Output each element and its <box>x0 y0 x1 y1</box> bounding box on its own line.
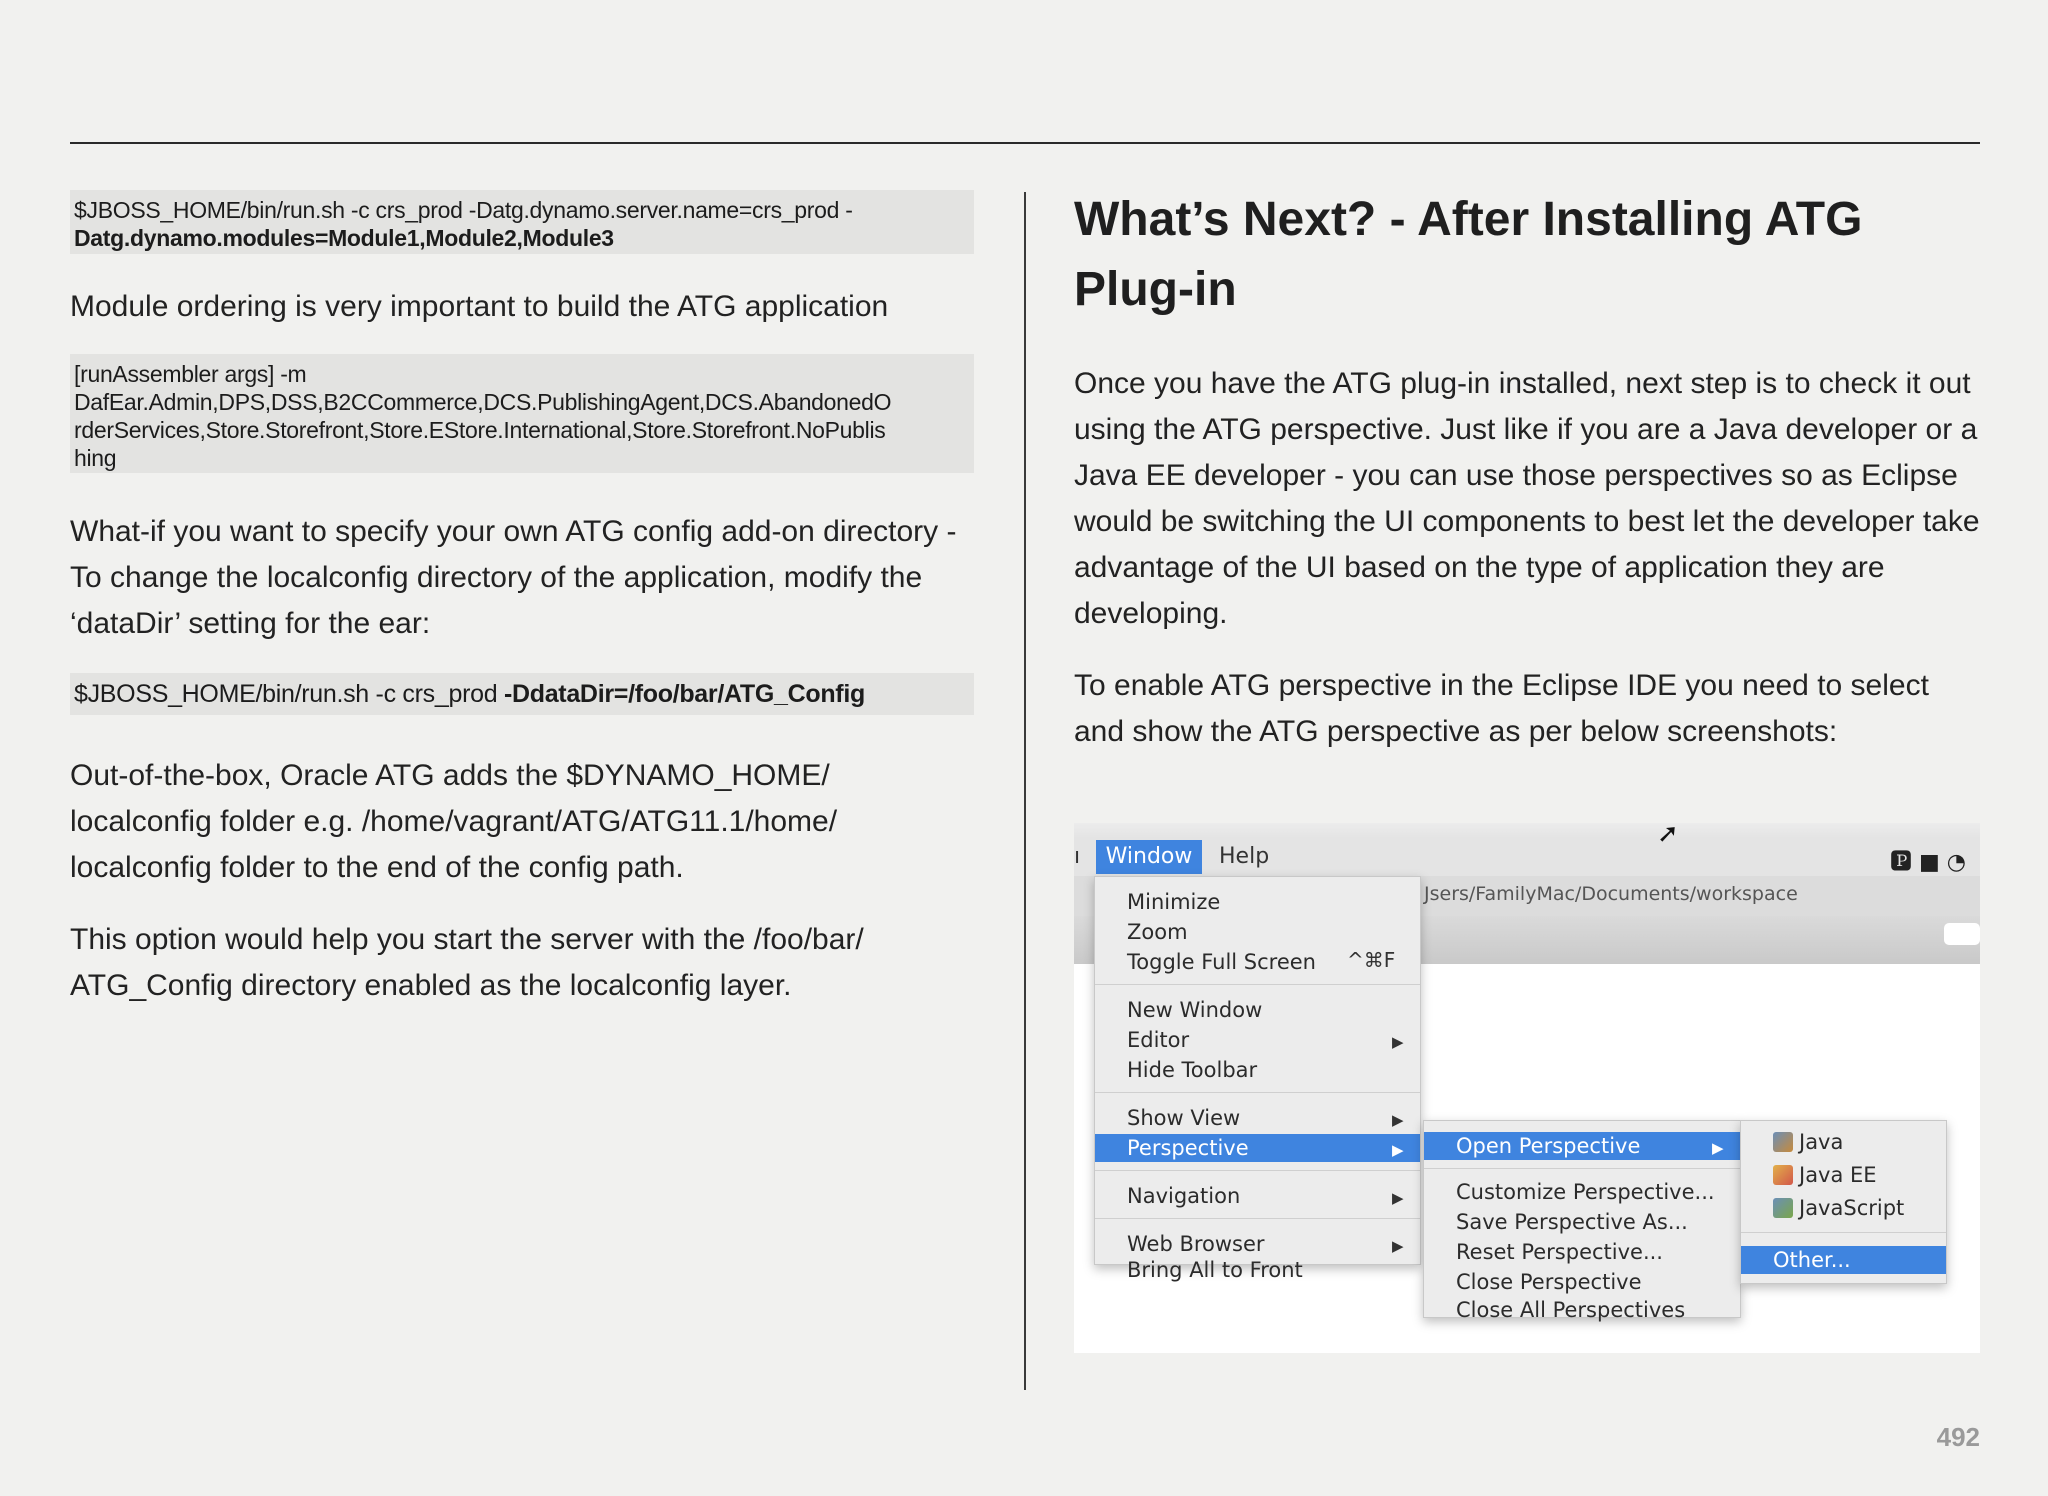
submenu-arrow-icon: ▶ <box>1392 1141 1404 1159</box>
page-number: 492 <box>1936 1422 1980 1452</box>
quick-access-input[interactable] <box>1944 923 1980 945</box>
code-line: hing <box>74 445 117 471</box>
menubar-item-partial[interactable]: ı <box>1074 844 1081 869</box>
javascript-perspective-icon <box>1773 1198 1793 1218</box>
submenu-arrow-icon: ▶ <box>1392 1033 1404 1051</box>
menu-item-navigation[interactable]: Navigation <box>1127 1184 1241 1208</box>
menu-item-new-window[interactable]: New Window <box>1127 998 1263 1022</box>
menu-item-bring-all-to-front[interactable]: Bring All to Front <box>1127 1258 1303 1282</box>
menu-item-customize-perspective[interactable]: Customize Perspective... <box>1456 1180 1715 1204</box>
menu-item-toggle-full-screen[interactable]: Toggle Full Screen <box>1127 950 1316 974</box>
perspective-submenu <box>1423 1120 1741 1322</box>
menu-item-close-perspective[interactable]: Close Perspective <box>1456 1270 1642 1294</box>
menu-item-javascript[interactable] <box>1741 1194 1946 1222</box>
top-rule <box>70 142 1980 144</box>
menu-item-zoom[interactable]: Zoom <box>1127 920 1188 944</box>
eclipse-menu-screenshot <box>1074 823 1980 1353</box>
menu-item-label: Java <box>1799 1130 1844 1154</box>
menu-item-reset-perspective[interactable]: Reset Perspective... <box>1456 1240 1663 1264</box>
submenu-arrow-icon: ▶ <box>1392 1237 1404 1255</box>
menu-item-close-all-perspectives[interactable]: Close All Perspectives <box>1456 1298 1686 1322</box>
code-text: $JBOSS_HOME/bin/run.sh -c crs_prod <box>74 680 504 708</box>
menu-item-minimize[interactable]: Minimize <box>1127 890 1221 914</box>
menubar-item-window[interactable]: Window <box>1096 840 1202 874</box>
clock-icon: ◔ <box>1946 850 1966 875</box>
menu-item-web-browser[interactable]: Web Browser <box>1127 1232 1265 1256</box>
menu-separator <box>1095 1092 1420 1093</box>
left-column <box>70 190 974 1009</box>
right-column <box>1074 185 1984 755</box>
java-ee-perspective-icon <box>1773 1165 1793 1185</box>
java-perspective-icon <box>1773 1132 1793 1152</box>
menu-separator <box>1095 1170 1420 1171</box>
menu-item-perspective[interactable]: Perspective <box>1095 1134 1420 1162</box>
paragraph-once-installed: Once you have the ATG plug-in installed, next step is to check it out using the ATG perspective. Just like if you are a Java developer or a Java EE developer - you can use those perspectives so as Eclipse would be switching the UI components to best let the developer take advantage of the UI based on the type of application they are developing. <box>1074 367 1980 630</box>
menu-item-label: Java EE <box>1799 1163 1877 1187</box>
code-line: $JBOSS_HOME/bin/run.sh -c crs_prod -Datg.dynamo.server.name=crs_prod - <box>74 197 853 223</box>
parking-icon: 🅿 <box>1889 850 1912 875</box>
menu-item-editor[interactable]: Editor <box>1127 1028 1190 1052</box>
section-heading: What’s Next? - After Installing ATG Plug-in <box>1074 193 1863 316</box>
menu-item-label: JavaScript <box>1799 1196 1905 1220</box>
submenu-arrow-icon: ▶ <box>1392 1111 1404 1129</box>
code-line: rderServices,Store.Storefront,Store.EStore.International,Store.Storefront.NoPublis <box>74 417 886 443</box>
column-divider <box>1024 192 1026 1390</box>
menu-item-show-view[interactable]: Show View <box>1127 1106 1241 1130</box>
code-block-datadir <box>70 673 974 715</box>
shortcut-toggle-full-screen: ^⌘F <box>1347 948 1396 972</box>
menu-item-java-ee[interactable] <box>1741 1161 1946 1189</box>
menu-separator <box>1095 984 1420 985</box>
code-line: [runAssembler args] -m <box>74 361 307 387</box>
menu-item-open-perspective[interactable]: Open Perspective <box>1424 1132 1740 1160</box>
menubar-item-help[interactable]: Help <box>1219 844 1270 869</box>
paragraph-out-of-the-box: Out-of-the-box, Oracle ATG adds the $DYNAMO_HOME/ localconfig folder e.g. /home/vagrant/ATG/ATG11.1/home/ localconfig folder to the end of the config path. <box>70 759 838 884</box>
mouse-cursor-icon: ➚ <box>1657 823 1679 849</box>
menubar <box>1074 838 1980 876</box>
paragraph-what-if: What-if you want to specify your own ATG config add-on directory - To change the localconfig directory of the application, modify the ‘dataDir’ setting for the ear: <box>70 515 957 640</box>
code-text-bold: -DdataDir=/foo/bar/ATG_Config <box>503 680 865 708</box>
open-perspective-submenu <box>1740 1120 1947 1284</box>
submenu-arrow-icon: ▶ <box>1712 1139 1724 1157</box>
paragraph-module-ordering: Module ordering is very important to build the ATG application <box>70 290 889 323</box>
menu-separator <box>1424 1168 1740 1169</box>
paragraph-enable-perspective: To enable ATG perspective in the Eclipse IDE you need to select and show the ATG perspective as per below screenshots: <box>1074 669 1929 748</box>
menu-separator <box>1741 1232 1946 1233</box>
code-block-run-assembler <box>70 354 974 473</box>
code-block-run-command <box>70 190 974 254</box>
camera-icon: ■ <box>1919 850 1940 875</box>
menu-item-other[interactable]: Other... <box>1741 1246 1946 1274</box>
menu-separator <box>1095 1218 1420 1219</box>
submenu-arrow-icon: ▶ <box>1392 1189 1404 1207</box>
workspace-path: Jsers/FamilyMac/Documents/workspace <box>1424 883 1798 905</box>
menu-item-hide-toolbar[interactable]: Hide Toolbar <box>1127 1058 1258 1082</box>
window-menu-dropdown <box>1094 876 1421 1282</box>
code-line: DafEar.Admin,DPS,DSS,B2CCommerce,DCS.PublishingAgent,DCS.AbandonedO <box>74 389 892 415</box>
code-line-bold: Datg.dynamo.modules=Module1,Module2,Module3 <box>74 225 614 251</box>
menu-item-save-perspective-as[interactable]: Save Perspective As... <box>1456 1210 1688 1234</box>
menu-item-java[interactable] <box>1741 1128 1946 1156</box>
paragraph-option: This option would help you start the server with the /foo/bar/ ATG_Config directory enabled as the localconfig layer. <box>70 923 864 1002</box>
menubar-status-icons <box>1890 845 1966 876</box>
